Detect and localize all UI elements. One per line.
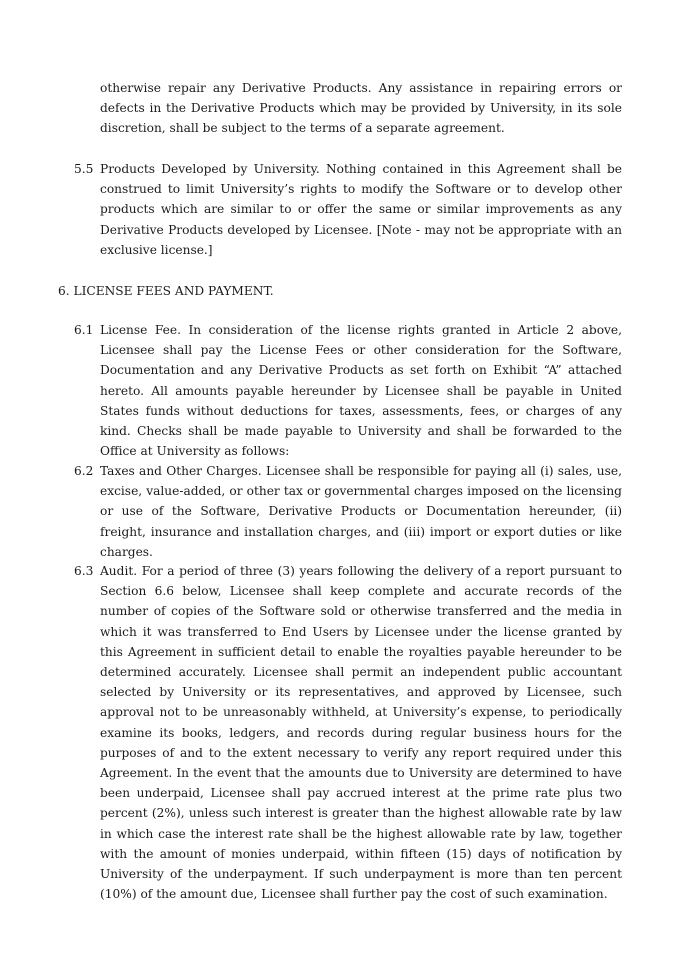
section-6-heading: 6. LICENSE FEES AND PAYMENT.: [58, 284, 274, 298]
section-6-3: [74, 561, 622, 904]
section-number: 5.5: [74, 162, 94, 176]
section-number: 6.3: [74, 564, 94, 578]
section-6-2: [74, 461, 622, 562]
section-5-5: [74, 159, 622, 260]
section-number: 6.2: [74, 464, 94, 478]
section-text: Taxes and Other Charges. Licensee shall be responsible for paying all (i) sales, use, excise, value-added, or other tax or governmental charges imposed on the licensing or use of the Software, Derivative Products or Documentation hereunder, (ii) freight, insurance and installation charges, and (iii) import or export duties or like charges.: [100, 464, 622, 559]
section-6-1: [74, 320, 622, 461]
continuation-paragraph: otherwise repair any Derivative Products. Any assistance in repairing errors or defects in the Derivative Products which may be provided by University, in its sole discretion, shall be subject to the terms of a separate agreement.: [100, 81, 622, 136]
section-number: 6.1: [74, 323, 94, 337]
section-text: Products Developed by University. Nothing contained in this Agreement shall be construed to limit University’s rights to modify the Software or to develop other products which are similar to or offer the same or similar improvements as any Derivative Products developed by Licensee. [Note - may not be appropriate with an exclusive license.]: [100, 162, 622, 257]
section-text: Audit. For a period of three (3) years following the delivery of a report pursuant to Section 6.6 below, Licensee shall keep complete and accurate records of the number of copies of the Software sold or otherwise transferred and the media in which it was transferred to End Users by Licensee under the license granted by this Agreement in sufficient detail to enable the royalties payable hereunder to be determined accurately. Licensee shall permit an independent public accountant selected by University or its representatives, and approved by Licensee, such approval not to be unreasonably withheld, at University’s expense, to periodically examine its books, ledgers, and records during regular business hours for the purposes of and to the extent necessary to verify any report required under this Agreement. In the event that the amounts due to University are determined to have been underpaid, Licensee shall pay accrued interest at the prime rate plus two percent (2%), unless such interest is greater than the highest allowable rate by law in which case the interest rate shall be the highest allowable rate by law, together with the amount of monies underpaid, within fifteen (15) days of notification by University of the underpayment. If such underpayment is more than ten percent (10%) of the amount due, Licensee shall further pay the cost of such examination.: [100, 564, 622, 902]
section-text: License Fee. In consideration of the license rights granted in Article 2 above, Licensee shall pay the License Fees or other consideration for the Software, Documentation and any Derivative Products as set forth on Exhibit “A” attached hereto. All amounts payable hereunder by Licensee shall be payable in United States funds without deductions for taxes, assessments, fees, or charges of any kind. Checks shall be made payable to University and shall be forwarded to the Office at University as follows:: [100, 323, 622, 459]
